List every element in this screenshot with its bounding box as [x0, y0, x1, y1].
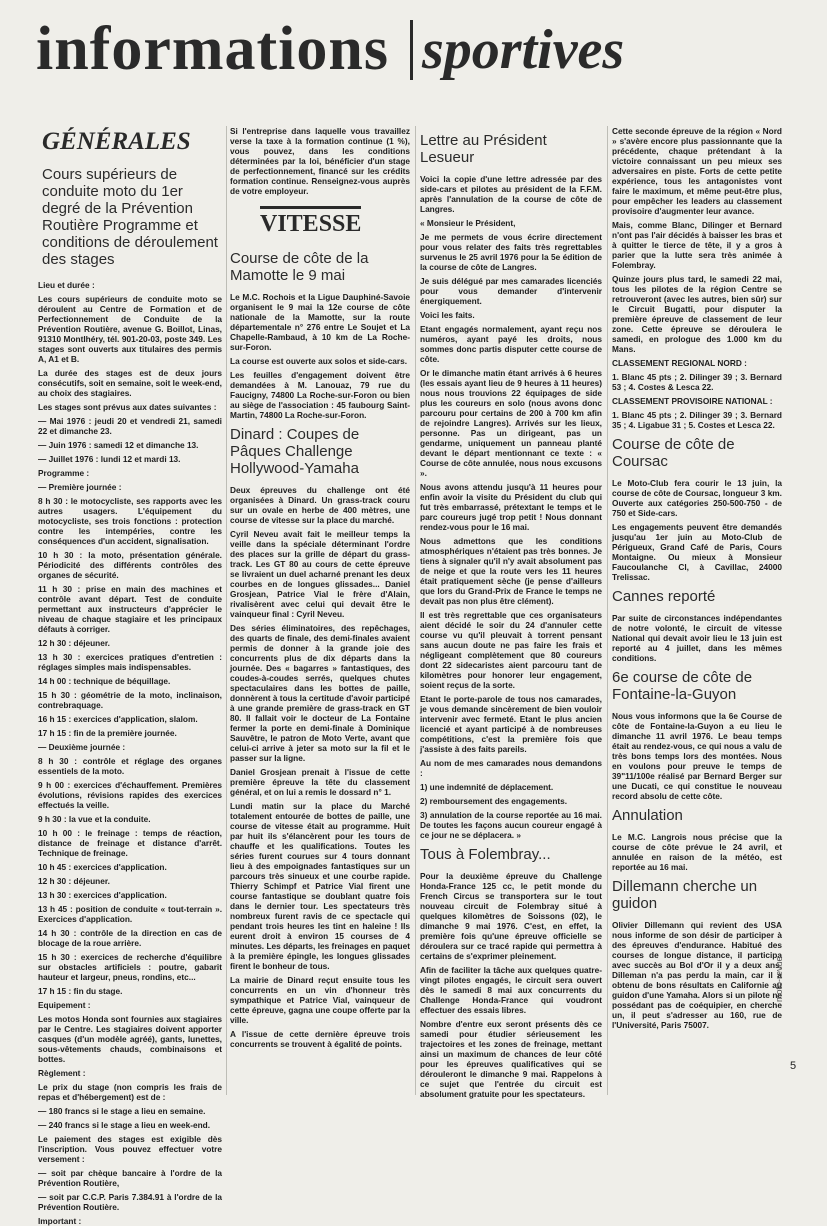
paragraph: — Deuxième journée : — [38, 742, 126, 752]
paragraph: CLASSEMENT PROVISOIRE NATIONAL : — [612, 396, 773, 406]
article-body-annulation — [612, 832, 782, 872]
paragraph: Nous avons attendu jusqu'à 11 heures pour enfin avoir la visite du Président du club qui fut très embarrassé, prétextant le temps et le parc coureurs jugé trop petit ! Nous donnant rendez-vous pour le 16 mai. — [420, 482, 602, 532]
paragraph: Quinze jours plus tard, le samedi 22 mai, tous les pilotes de la région Centre se retrouveront (avec les autres, bien sûr) sur le Circuit Bugatti, pour disputer la première épreuve de classement de leur zone. Cette épreuve se déroulera le samedi, en prologue des 1.000 km du Mans. — [612, 274, 782, 354]
paragraph: 1) une indemnité de déplacement. — [420, 782, 554, 792]
paragraph: 1. Blanc 45 pts ; 2. Dilinger 39 ; 3. Bernard 53 ; 4. Costes & Lesca 22. — [612, 372, 782, 392]
paragraph: Afin de faciliter la tâche aux quelques quatre-vingt pilotes engagés, le circuit sera ouvert dès le samedi 8 mai aux concurrents du Challenge Honda-France qui voudront effectuer des essais libres. — [420, 965, 602, 1015]
paragraph: — Juin 1976 : samedi 12 et dimanche 13. — [38, 440, 199, 450]
article-title-folembray: Tous à Folembray... — [420, 846, 551, 863]
paragraph: 9 h 00 : exercices d'échauffement. Premières évolutions, révisions rapides des exercices effectués la veille. — [38, 780, 222, 810]
paragraph: Voici les faits. — [420, 310, 475, 320]
paragraph: Le paiement des stages est exigible dès l'inscription. Vous pouvez effectuer votre versement : — [38, 1134, 222, 1164]
column-lettre — [420, 126, 602, 1099]
paragraph: Les engagements peuvent être demandés jusqu'au 1er juin au Moto-Club de Périgueux, Grand Café de Paris, Cours Montaigne. Ou mieux à Monsieur Faucoulanche Cl, à Cavillac, 24000 Trelissac. — [612, 522, 782, 582]
paragraph: 15 h 30 : géométrie de la moto, inclinaison, contrebraquage. — [38, 690, 222, 710]
column-generales — [38, 126, 222, 1226]
column-divider — [607, 126, 608, 1095]
paragraph: Le M.C. Rochois et la Ligue Dauphiné-Savoie organisent le 9 mai la 12e course de côte nationale de la Mamotte, sur la route départementale n° 276 entre Le Soujet et La Chapelle-Rambaud, à 10 km de La Roche-sur-Foron. — [230, 292, 410, 352]
paragraph: 8 h 30 : le motocycliste, ses rapports avec les autres usagers. L'équipement du motocycliste, ses trois fonctions : protection contre les intempéries, contre les conséquences d'un accident, signalisation. — [38, 496, 222, 546]
paragraph: Equipement : — [38, 1000, 91, 1010]
paragraph: 12 h 30 : déjeuner. — [38, 876, 110, 886]
magazine-brand: moto-revue — [774, 956, 784, 1002]
paragraph: Olivier Dillemann qui revient des USA nous informe de son désir de participer à des épreuves d'endurance. Habitué des courses de longue distance, il participa avec succès au Bol d'Or il y a deux ans. Dilleman n'a pas perdu la main, car il a obtenu de bons résultats en Californie au guidon d'une Yamaha. Alors si un pilote ne possédant pas de coéquipier, en cherche un, il peut s'adresser au 160, rue de l'Université, Paris 75007. — [612, 920, 782, 1030]
paragraph: 14 h 00 : technique de béquillage. — [38, 676, 171, 686]
paragraph: 10 h 00 : le freinage : temps de réaction, distance de freinage et distance d'arrêt. Technique de freinage. — [38, 828, 222, 858]
paragraph: — 240 francs si le stage a lieu en week-end. — [38, 1120, 211, 1130]
paragraph: — soit par C.C.P. Paris 7.384.91 à l'ordre de la Prévention Routière. — [38, 1192, 222, 1212]
header-subtitle: sportives — [422, 19, 625, 81]
paragraph: — Première journée : — [38, 482, 122, 492]
column-divider — [415, 126, 416, 1095]
paragraph: Des séries éliminatoires, des repêchages, des quarts de finale, des demi-finales avaient permis de donner à la grande joie des concurrents plus de dix départs dans la journée. Des « bagarres » fantastiques, des coudes-à-coudes serrés, quelques chutes spectaculaires dans les bottes de paille, donnèrent à tous la certitude d'avoir participé à une grande première de grass-track en GT 80. Il fallait voir le docteur de La Fontaine fermer la porte en demi-finale à Dominique Sauvêtre, le patron de Moto Verte, avant que celui-ci arrive à jeter sa moto sur la fil et le passer sur la ligne. — [230, 623, 410, 763]
paragraph: Cette seconde épreuve de la région « Nord » s'avère encore plus passionnante que la précédente, chaque prétendant à la victoire connaissant un peu mieux ses adversaires en piste. Forts de cette petite expérience, tous les antagonistes vont faire le maximum, et même peut-être plus, pour empêcher les leaders au classement provisoire d'augmenter leur avance. — [612, 126, 782, 216]
paragraph: Pour la deuxième épreuve du Challenge Honda-France 125 cc, le petit monde du French Circus se transportera sur le tout nouveau circuit de Folembray situé à quelques kilomètres de Soissons (02), le dimanche 9 mai 1976. C'est, en effet, la première fois qu'une épreuve officielle se déroulera sur ce tracé rapide qui permettra à certains de s'exprimer pleinement. — [420, 871, 602, 961]
paragraph: 9 h 30 : la vue et la conduite. — [38, 814, 151, 824]
paragraph: Je suis délégué par mes camarades licenciés pour vous demander d'intervenir énergiquement. — [420, 276, 602, 306]
article-title-dillemann: Dillemann cherche un guidon — [612, 878, 758, 912]
paragraph: — Mai 1976 : jeudi 20 et vendredi 21, samedi 22 et dimanche 23. — [38, 416, 222, 436]
article-body-classement — [612, 126, 782, 430]
paragraph: 17 h 15 : fin du stage. — [38, 986, 123, 996]
paragraph: Règlement : — [38, 1068, 86, 1078]
article-body-folembray — [420, 871, 602, 1099]
column-courses — [612, 126, 782, 1095]
paragraph: Daniel Grosjean prenait à l'issue de cette première épreuve la tête du classement général, et on lui a remis le dossard n° 1. — [230, 767, 410, 797]
paragraph: Programme : — [38, 468, 90, 478]
paragraph: Lieu et durée : — [38, 280, 95, 290]
article-body-cannes — [612, 613, 782, 663]
paragraph: Voici la copie d'une lettre adressée par des side-cars et pilotes au président de la F.F.M. après l'annulation de la course de côte de Langres. — [420, 174, 602, 214]
paragraph: 11 h 30 : prise en main des machines et contrôle avant départ. Test de conduite permettant aux instructeurs d'apprécier le niveau de chaque stagiaire et les principaux défauts à corriger. — [38, 584, 222, 634]
paragraph: 10 h 30 : la moto, présentation générale. Périodicité des différents contrôles des organes de sécurité. — [38, 550, 222, 580]
header-title: informations — [36, 15, 389, 83]
paragraph: Etant le porte-parole de tous nos camarades, je vous demande sincèrement de bien vouloir intervenir avec fermeté. Etant le plus ancien licencié et ayant participé à de nombreuses compétitions, c'est la première fois que j'assiste à des faits pareils. — [420, 694, 602, 754]
paragraph: Les cours supérieurs de conduite moto se déroulent au Centre de Formation et de Perfectionnement de Conduite de la Prévention Routière, avenue G. Boillot, Linas, 91310 Montlhéry, tél. 901-20-03, poste 349. Les stages sont ouverts aux titulaires des permis A, A1 et B. — [38, 294, 222, 364]
column-divider — [226, 126, 227, 1095]
article-body-mamotte — [230, 292, 410, 420]
article-body-dillemann — [612, 920, 782, 1030]
paragraph: — soit par chèque bancaire à l'ordre de la Prévention Routière, — [38, 1168, 222, 1188]
article-title-coursac: Course de côte de Coursac — [612, 436, 735, 470]
paragraph: Nombre d'entre eux seront présents dès ce samedi pour étudier sérieusement les trajectoires et les zones de freinage, mettant ainsi un maximum de chances de leur côté pour les épreuves qualificatives qui se dérouleront le dimanche 9 mai. Rappelons à ce sujet que l'entrée du circuit est absolument gratuite pour les spectateurs. — [420, 1019, 602, 1099]
page-header — [0, 0, 827, 100]
paragraph: Les feuilles d'engagement doivent être demandées à M. Lanouaz, 79 rue du Faucigny, 74800 La Roche-sur-Foron ou bien au siège de l'association : 45 faubourg Saint-Martin, 74800 La Roche-sur-Foron. — [230, 370, 410, 420]
paragraph: 13 h 30 : exercices pratiques d'entretien : réglages simples mais indispensables. — [38, 652, 222, 672]
article-body-coursac — [612, 478, 782, 582]
article-title-mamotte: Course de côte de la Mamotte le 9 mai — [230, 250, 369, 284]
paragraph: Cyril Neveu avait fait le meilleur temps la veille dans la spéciale déterminant l'ordre des places sur la grille de départ du grass-track. Les GT 80 au cours de cette épreuve se livraient un duel acharné prenant les deux courbes en de longues glissades... Daniel Grosjean, Patrice Vial le frère d'Alain, rivalisèrent avec celui qui devait être le vainqueur final : Cyril Neveu. — [230, 529, 410, 619]
article-title-annulation: Annulation — [612, 807, 683, 824]
paragraph: Etant engagés normalement, ayant reçu nos numéros, ayant payé les droits, nous sommes donc partis disputer cette course de côte. — [420, 324, 602, 364]
paragraph: Le M.C. Langrois nous précise que la course de côte prévue le 24 avril, et annulée en raison de la météo, est reportée au 16 mai. — [612, 832, 782, 872]
paragraph: 17 h 15 : fin de la première journée. — [38, 728, 177, 738]
paragraph: 3) annulation de la course reportée au 16 mai. De toutes les façons aucun coureur engagé à ce jour ne se déplacera. » — [420, 810, 602, 840]
paragraph: — 180 francs si le stage a lieu en semaine. — [38, 1106, 206, 1116]
paragraph: 2) remboursement des engagements. — [420, 796, 568, 806]
article-title-cours-superieurs: Cours supérieurs de conduite moto du 1er degré de la Prévention Routière Programme et conditions de déroulement des stages — [42, 166, 218, 268]
article-body-lettre — [420, 174, 602, 840]
paragraph: A l'issue de cette dernière épreuve trois concurrents se trouvent à égalité de points. — [230, 1029, 410, 1049]
paragraph: Les motos Honda sont fournies aux stagiaires par le Centre. Les stagiaires doivent apporter casques (d'un modèle agréé), gants, lunettes, sous-vêtements chauds, combinaisons et bottes. — [38, 1014, 222, 1064]
article-title-fontaine: 6e course de côte de Fontaine-la-Guyon — [612, 669, 753, 703]
paragraph: 15 h 30 : exercices de recherche d'équilibre sur obstacles artificiels : poutre, gabarit hauteur et largeur, pneus, rondins, etc... — [38, 952, 222, 982]
paragraph: Je me permets de vous écrire directement pour vous relater des faits très regrettables survenus le 25 avril 1976 pour la 5e édition de la course de côte de Langres. — [420, 232, 602, 272]
paragraph: 16 h 15 : exercices d'application, slalom. — [38, 714, 198, 724]
article-body-dinard — [230, 485, 410, 1049]
paragraph: Deux épreuves du challenge ont été organisées à Dinard. Un grass-track couru sur un ovale en herbe de 400 mètres, une course de vitesse sur la place du marché. — [230, 485, 410, 525]
paragraph: — Juillet 1976 : lundi 12 et mardi 13. — [38, 454, 181, 464]
paragraph: Les stages sont prévus aux dates suivantes : — [38, 402, 217, 412]
paragraph: Or le dimanche matin étant arrivés à 6 heures (les essais ayant lieu de 9 heures à 11 heures) nous nous trouvions 22 équipages de side plus les coureurs en solo (nous avons donc parcouru pour certains de 200 à 700 km afin de rejoindre Langres). Arrivés sur les lieux, personne. Pas un dirigeant, pas un gendarme, uniquement un panneau planté devant le départ mentionnant ce texte : « Course de côte annulée, nous nous excusons ». — [420, 368, 602, 478]
paragraph: Il est très regrettable que ces organisateurs aient décidé le soir du 24 d'annuler cette course vu qu'il pleuvait à torrent pensant sans aucun doute ne pas faire les frais et négligeant complètement que 80 coureurs dont 22 sidecaristes aient parcouru tant de kilomètres pour honorer leur engagement, soient reçus de la sorte. — [420, 610, 602, 690]
paragraph: Nous vous informons que la 6e Course de côte de Fontaine-la-Guyon a eu lieu le dimanche 11 avril 1976. Le beau temps était au rendez-vous, ce qui nous a valu de très bons temps lors des montées. Nous en voulons pour preuve le temps de 39"11/100e réalisé par Bernard Berger sur une Ducati, ce qui constitue le nouveau record absolu de cette côte. — [612, 711, 782, 801]
article-body-cours — [38, 280, 222, 1226]
paragraph: 13 h 30 : exercices d'application. — [38, 890, 167, 900]
paragraph: 8 h 30 : contrôle et réglage des organes essentiels de la moto. — [38, 756, 222, 776]
section-heading-vitesse: VITESSE — [260, 206, 361, 238]
paragraph: 13 h 45 : position de conduite « tout-terrain ». Exercices d'application. — [38, 904, 222, 924]
paragraph: « Monsieur le Président, — [420, 218, 516, 228]
column-vitesse — [230, 126, 410, 1095]
paragraph: Le prix du stage (non compris les frais de repas et d'hébergement) est de : — [38, 1082, 222, 1102]
paragraph: 10 h 45 : exercices d'application. — [38, 862, 167, 872]
paragraph: Au nom de mes camarades nous demandons : — [420, 758, 602, 778]
article-body-fontaine — [612, 711, 782, 801]
article-title-cannes: Cannes reporté — [612, 588, 716, 605]
paragraph: Nous admettons que les conditions atmosphériques n'étaient pas très bonnes. Je tiens à signaler qu'il n'y avait absolument pas de neige et que la route vers les 11 heures était pratiquement sèche (je pense d'ailleurs que lors du Grand-Prix de France le temps ne devait pas non plus être clément). — [420, 536, 602, 606]
paragraph: Le Moto-Club fera courir le 13 juin, la course de côte de Coursac, longueur 3 km. Ouverte aux catégories 250-500-750 - de 750 et Side-cars. — [612, 478, 782, 518]
page-number: 5 — [790, 1060, 797, 1072]
article-intro — [230, 126, 410, 196]
section-heading-generales: GÉNÉRALES — [42, 128, 191, 155]
paragraph: Mais, comme Blanc, Dilinger et Bernard n'ont pas l'air décidés à baisser les bras et à quitter le tierce de tête, il y a gros à parier que la lutte sera très animée à Folembray. — [612, 220, 782, 270]
paragraph: 1. Blanc 45 pts ; 2. Dilinger 39 ; 3. Bernard 35 ; 4. Ligabue 31 ; 5. Costes et Lesca 22. — [612, 410, 782, 430]
article-title-dinard: Dinard : Coupes de Pâques Challenge Hollywood-Yamaha — [230, 426, 360, 477]
paragraph: 14 h 30 : contrôle de la direction en cas de blocage de la roue arrière. — [38, 928, 222, 948]
paragraph: CLASSEMENT REGIONAL NORD : — [612, 358, 747, 368]
paragraph: Par suite de circonstances indépendantes de notre volonté, le circuit de vitesse National qui devait avoir lieu le 13 juin est reporté au 4 juillet, dans les mêmes conditions. — [612, 613, 782, 663]
paragraph: La course est ouverte aux solos et side-cars. — [230, 356, 408, 366]
header-divider — [410, 20, 413, 80]
article-title-lettre: Lettre au Président Lesueur — [420, 132, 547, 166]
paragraph: Si l'entreprise dans laquelle vous travaillez verse la taxe à la formation continue (1 %), vous pouvez, dans les conditions déterminées par la loi, bénéficier d'un stage de perfectionnement, financé sur les crédits formation continue. Renseignez-vous auprès de votre employeur. — [230, 126, 410, 196]
paragraph: 12 h 30 : déjeuner. — [38, 638, 110, 648]
paragraph: Important : — [38, 1216, 82, 1226]
paragraph: La mairie de Dinard reçut ensuite tous les concurrents en un vin d'honneur très sympathique et Patrice Vial, vainqueur de cette épreuve, gagna une coupe offerte par la ville. — [230, 975, 410, 1025]
paragraph: La durée des stages est de deux jours consécutifs, soit en semaine, soit le week-end, au choix des stagiaires. — [38, 368, 222, 398]
paragraph: Lundi matin sur la place du Marché totalement entourée de bottes de paille, une course de vitesse était au programme. Huit par huit ils s'élancèrent pour les tours de chauffe et les qualifications. Toutes les séries furent courues sur 4 tours donnant lieu à des empoignades fantastiques sur un parcours très sinueux et une courbe rapide. Thierry Schimpf et Patrice Vial firent une course fantastique se doublant quatre fois dans le dernier tour. Les spectateurs très nombreux furent ravis de ce spectacle qui pendant trois heures les tint en haleine ! Ils eurent droit à environ 15 courses de 4 minutes. Les départs, les freinages en paquet à la première épingle, les longues glissades firent le bonheur de tous. — [230, 801, 410, 971]
